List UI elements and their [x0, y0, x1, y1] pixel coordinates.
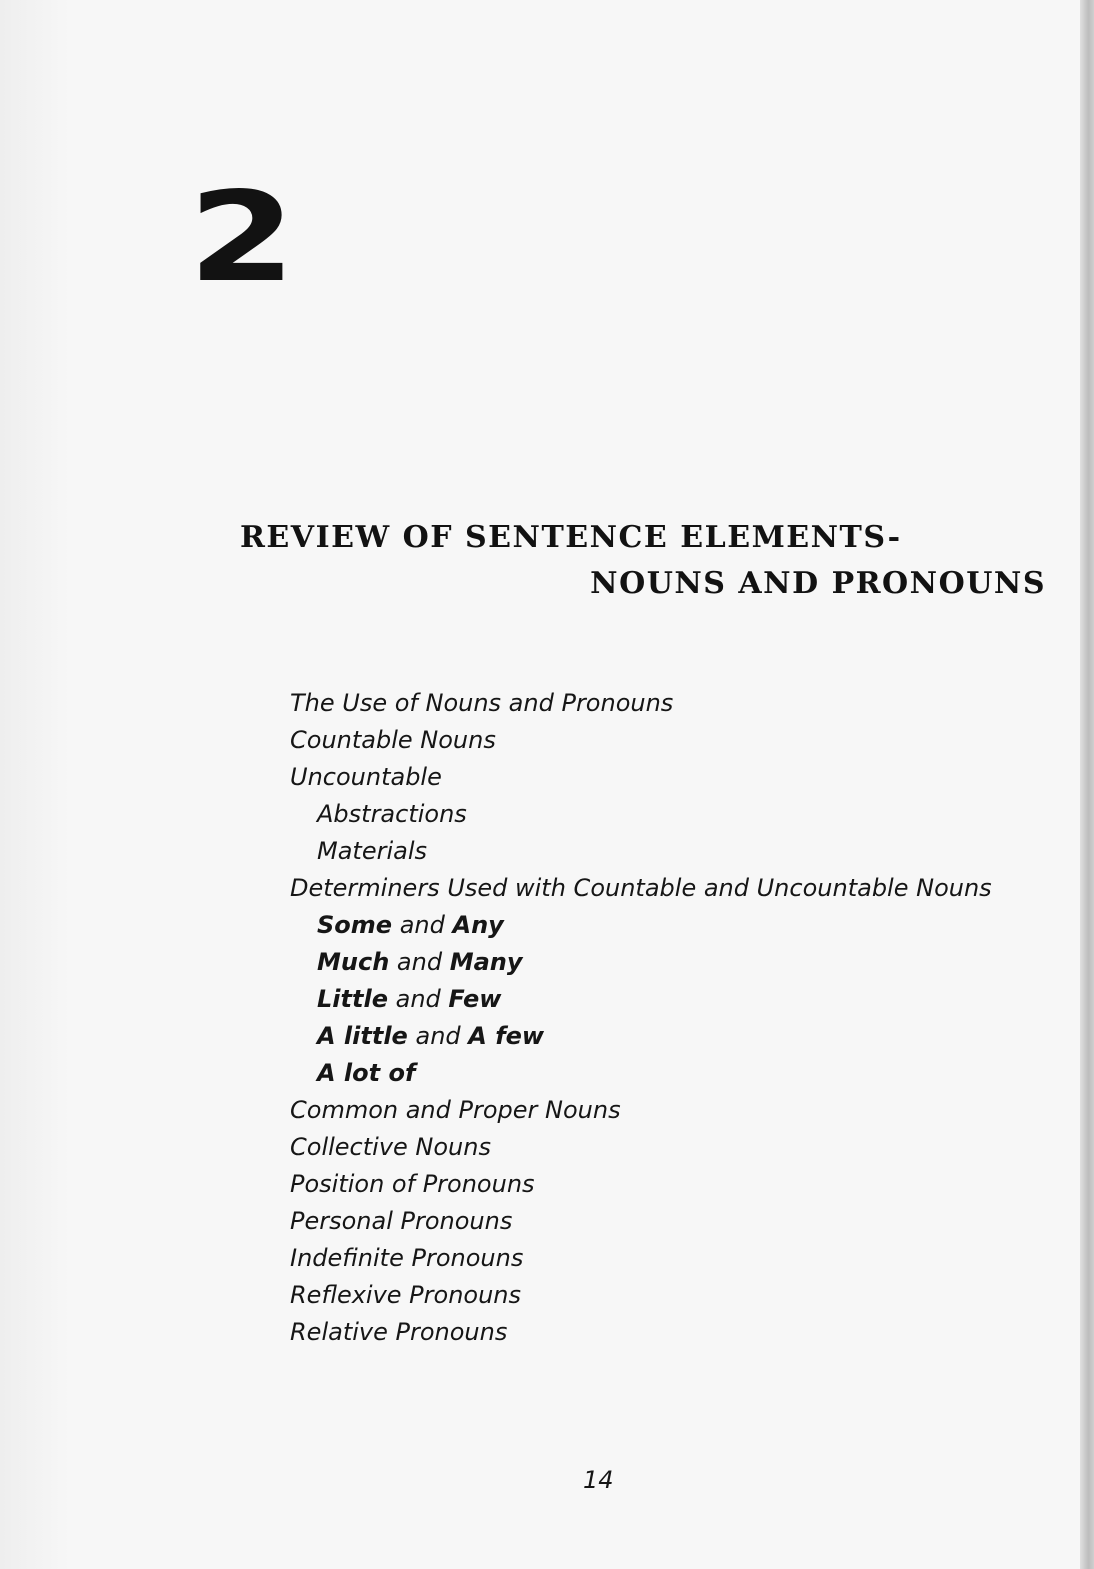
contents-item-a-lot-of	[290, 1057, 415, 1089]
term-many: Many	[449, 948, 523, 976]
term-a-few: A few	[468, 1022, 545, 1050]
contents-item-much-and-many	[290, 946, 523, 978]
contents-item-relative: Relative Pronouns	[290, 1318, 508, 1346]
contents-item-collective: Collective Nouns	[290, 1133, 491, 1161]
contents-item-abstractions: Abstractions	[317, 800, 467, 828]
contents-item-some-and-any	[290, 909, 504, 941]
connector-and: and	[396, 948, 443, 976]
term-little: Little	[317, 985, 388, 1013]
chapter-title-line-1: REVIEW OF SENTENCE ELEMENTS-	[240, 520, 902, 555]
term-a-little: A little	[317, 1022, 408, 1050]
term-few: Few	[448, 985, 502, 1013]
contents-item-little-and-few	[290, 983, 501, 1015]
contents-item-personal: Personal Pronouns	[290, 1207, 513, 1235]
page-number: 14	[583, 1466, 614, 1494]
contents-item-indefinite: Indefinite Pronouns	[290, 1244, 524, 1272]
chapter-number: 2	[188, 166, 296, 310]
contents-item-common-proper: Common and Proper Nouns	[290, 1096, 621, 1124]
term-some: Some	[317, 911, 393, 939]
contents-item-determiners: Determiners Used with Countable and Uncountable Nouns	[290, 874, 992, 902]
chapter-title-line-2: NOUNS AND PRONOUNS	[590, 566, 1046, 601]
term-a-lot-of: A lot of	[317, 1059, 416, 1087]
contents-item-countable-nouns: Countable Nouns	[290, 726, 496, 754]
contents-item-position: Position of Pronouns	[290, 1170, 535, 1198]
contents-item-uncountable: Uncountable	[290, 763, 442, 791]
connector-and: and	[415, 1022, 461, 1050]
connector-and: and	[399, 911, 445, 939]
contents-item-a-little-and-a-few	[290, 1020, 544, 1052]
scan-right-edge	[1080, 0, 1094, 1569]
term-much: Much	[317, 948, 390, 976]
contents-item-materials: Materials	[317, 837, 428, 865]
connector-and: and	[395, 985, 441, 1013]
contents-item-use-of-nouns: The Use of Nouns and Pronouns	[290, 689, 674, 717]
contents-item-reflexive: Reflexive Pronouns	[290, 1281, 522, 1309]
term-any: Any	[452, 911, 504, 939]
scan-left-shadow	[0, 0, 70, 1569]
